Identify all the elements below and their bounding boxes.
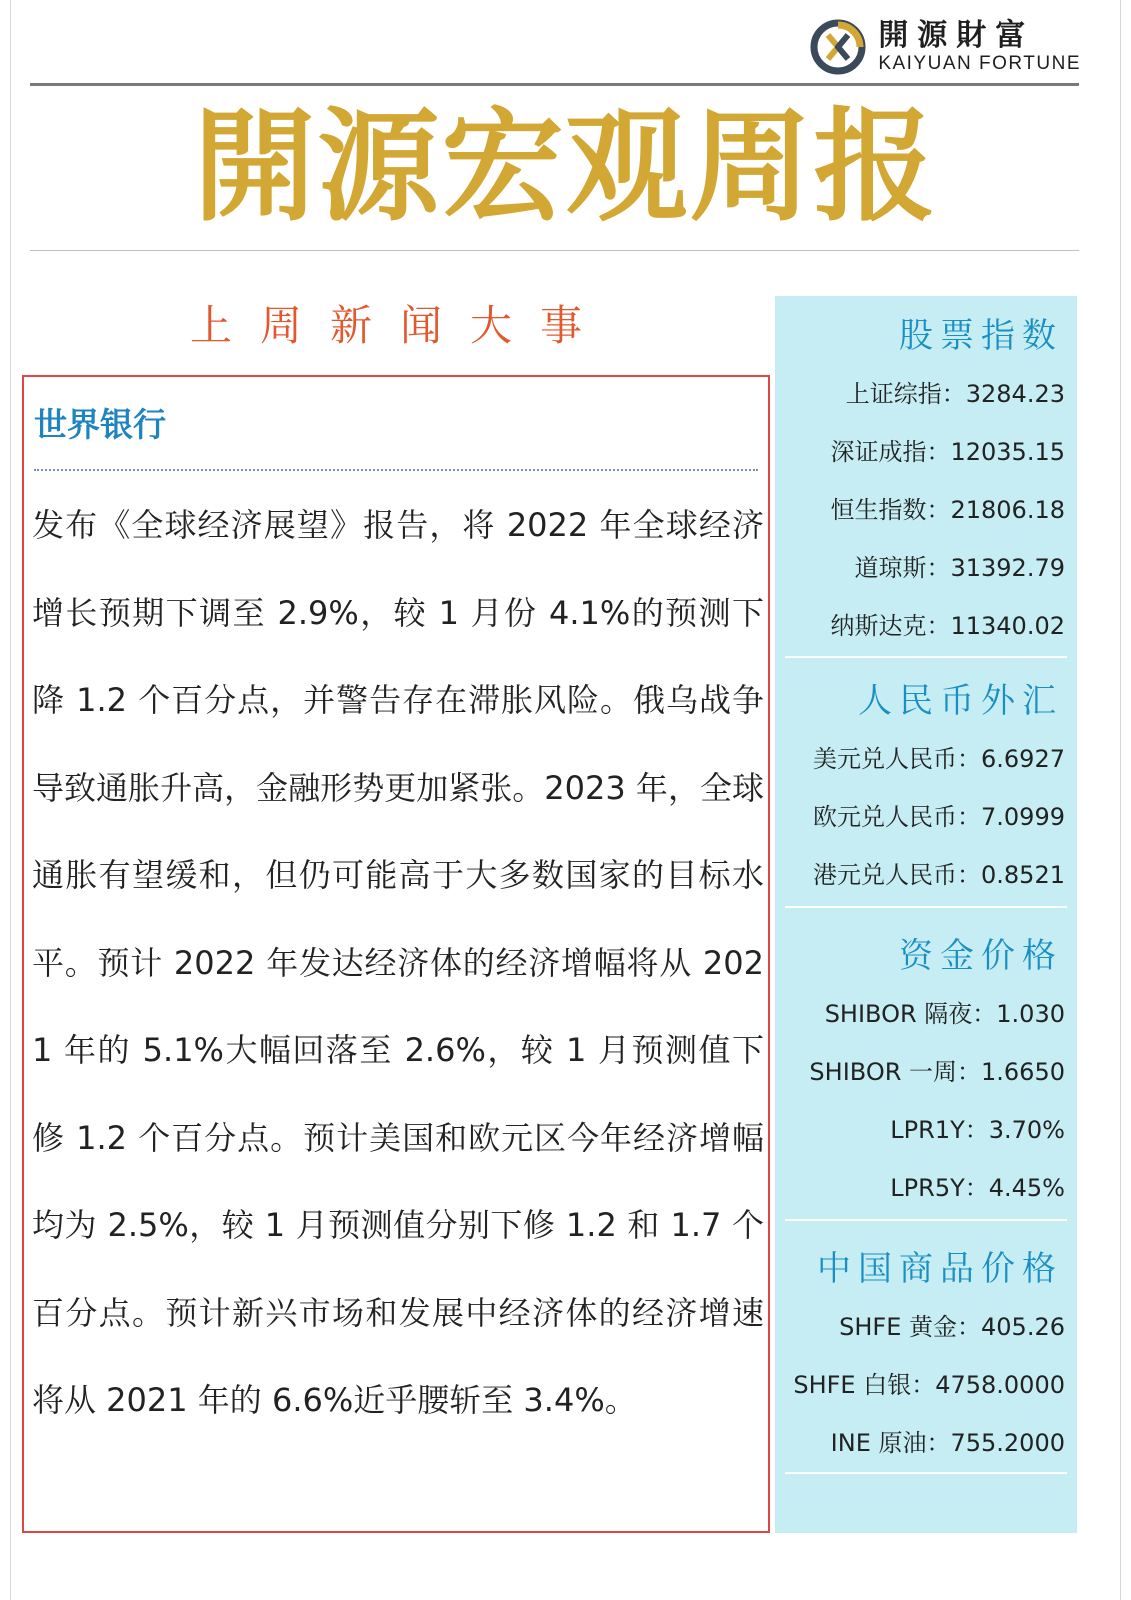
- market-sidebar: [775, 296, 1077, 1533]
- brand-logo: [808, 14, 1081, 80]
- news-heading: 上周新闻大事: [189, 301, 610, 350]
- stocks-title: 股票指数: [899, 316, 1063, 356]
- money-row: SHIBOR 一周：1.6650: [809, 1058, 1065, 1086]
- commodities-row: SHFE 白银：4758.0000: [793, 1371, 1065, 1399]
- brand-name-cn: 開源財富: [878, 18, 1035, 53]
- stocks-row: 纳斯达克：11340.02: [830, 612, 1065, 640]
- brand-name-en: KAIYUAN FORTUNE: [878, 53, 1081, 74]
- fx-row: 美元兑人民币：6.6927: [813, 745, 1065, 773]
- fx-title: 人民币外汇: [858, 681, 1063, 721]
- stocks-row: 上证综指：3284.23: [845, 380, 1065, 408]
- money-row: LPR1Y：3.70%: [890, 1116, 1065, 1144]
- sidebar-divider: [785, 1472, 1067, 1474]
- news-body: 发布《全球经济展望》报告，将 2022 年全球经济增长预期下调至 2.9%，较 1 月份 4.1%的预测下降 1.2 个百分点，并警告存在滞胀风险。俄乌战争导致通胀升高，金融形势更加紧张。2023 年，全球通胀有望缓和，但仍可能高于大多数国家的目标水平。预计 2022 年发达经济体的经济增幅将从 2021 年的 5.1%大幅回落至 2.6%，较 1 月预测值下修 1.2 个百分点。预计美国和欧元区今年经济增幅均为 2.5%，较 1 月预测值分别下修 1.2 和 1.7 个百分点。预计新兴市场和发展中经济体的经济增速将从 2021 年的 6.6%近乎腰斩至 3.4%。: [32, 506, 764, 1419]
- money-row: LPR5Y：4.45%: [890, 1174, 1065, 1202]
- commodities-row: SHFE 黄金：405.26: [839, 1313, 1065, 1341]
- money-title: 资金价格: [899, 936, 1063, 976]
- commodities-title: 中国商品价格: [817, 1249, 1063, 1289]
- kaiyuan-logo-icon: [808, 17, 868, 77]
- stocks-row: 恒生指数：21806.18: [830, 496, 1065, 524]
- fx-row: 欧元兑人民币：7.0999: [813, 803, 1065, 831]
- masthead-title: 開源宏观周报: [193, 96, 938, 238]
- masthead-rule: [30, 250, 1079, 251]
- header-rule: [30, 83, 1079, 86]
- sidebar-divider: [785, 1219, 1067, 1221]
- logo-text: [878, 19, 1081, 75]
- stocks-row: 道琼斯：31392.79: [854, 554, 1065, 582]
- news-source: 世界银行: [34, 405, 166, 444]
- fx-row: 港元兑人民币：0.8521: [813, 861, 1065, 889]
- news-box: [22, 375, 770, 1533]
- sidebar-divider: [785, 656, 1067, 658]
- money-row: SHIBOR 隔夜：1.030: [824, 1000, 1065, 1028]
- stocks-row: 深证成指：12035.15: [830, 438, 1065, 466]
- commodities-row: INE 原油：755.2000: [830, 1429, 1065, 1457]
- dotted-divider: [34, 469, 758, 471]
- sidebar-divider: [785, 906, 1067, 908]
